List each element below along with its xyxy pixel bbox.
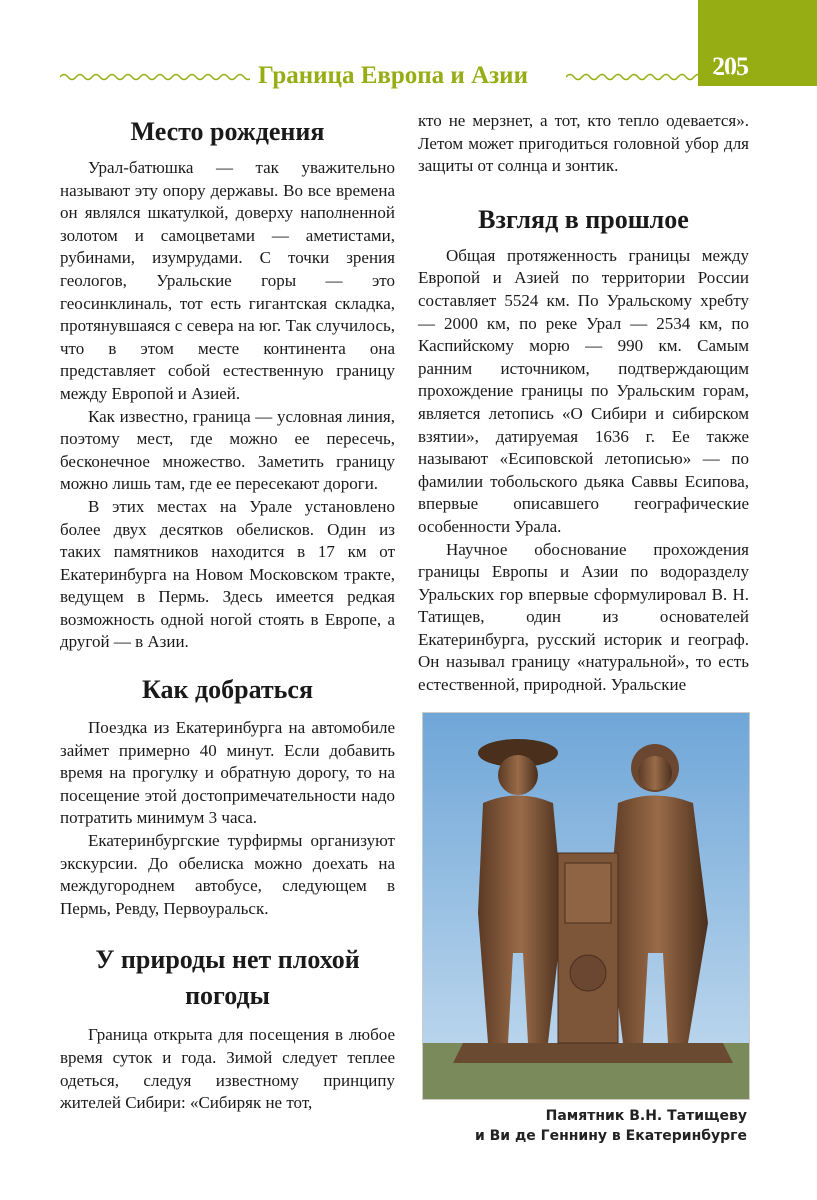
monument-photo: [422, 712, 750, 1100]
paragraph: Урал-батюшка — так уважительно называют эту опору державы. Во все времена он являлся шкатулкой, доверху наполненной золотом и самоцветами — аметистами, рубинами, изумрудами. С точки зрения геологов, Уральские горы — это геосинклиналь, тот есть гигантская складка, протянувшаяся с севера на юг. Так случилось, что в этом месте континента она представляет собой естественную границу между Европой и Азией.: [60, 158, 395, 403]
paragraph: Граница открыта для посещения в любое время суток и года. Зимой следует теплее одеться, следуя известному принципу жителей Сибири: «Сибиряк не тот,: [60, 1025, 395, 1113]
paragraph: Общая протяженность границы между Европой и Азией по территории России составляет 5524 км. По Уральскому хребту — 2000 км, по реке Урал — 2534 км, по Каспийскому морю — 990 км. Самым ранним источником, подтверждающим прохождение границы по Уральским горам, является летопись «О Сибири и сибирском взятии», датируемая 1636 г. Ее также называют «Есиповской летописью» — по фамилии тобольского дьяка Саввы Есипова, впервые описавшего географические особенности Урала.: [418, 245, 749, 536]
paragraph: В этих местах на Урале установлено более двух десятков обелисков. Один из таких памятников находится в 17 км от Екатеринбурга на Новом Московском тракте, ведущем в Пермь. Здесь имеется редкая возможность одной ногой стоять в Европе, а другой — в Азии.: [60, 496, 395, 652]
photo-caption: [475, 1106, 747, 1146]
paragraph: Научное обоснование прохождения границы Европы и Азии по водоразделу Уральских гор впервые сформулировал В. Н. Татищев, один из основателей Екатеринбурга, русский историк и географ. Он называл границу «натуральной», то есть естественной, природной. Уральские: [418, 539, 749, 695]
paragraph: Как известно, граница — условная линия, поэтому мест, где можно ее пересечь, бесконечное множество. Заметить границу можно лишь там, где ее пересекают дороги.: [60, 406, 395, 494]
page-number: 205: [712, 52, 748, 81]
heading-birthplace: Место рождения: [130, 117, 325, 146]
heading-how-to-get: Как добраться: [141, 675, 314, 705]
left-column: [60, 110, 395, 1115]
caption-line: Памятник В.Н. Татищеву: [545, 1108, 747, 1124]
paragraph: кто не мерзнет, а тот, кто тепло одевается». Летом может пригодиться головной убор для защиты от солнца и зонтик.: [418, 111, 749, 176]
right-column: [418, 110, 749, 697]
running-title: Граница Европа и Азии: [258, 62, 528, 89]
decorative-wave-left: [60, 70, 250, 84]
decorative-wave-right: [566, 70, 817, 84]
paragraph: Екатеринбургские турфирмы организуют экскурсии. До обелиска можно доехать на междугороднем автобусе, следующем в Пермь, Ревду, Первоуральск.: [60, 831, 395, 918]
heading-look-back: Взгляд в прошлое: [478, 204, 689, 234]
caption-line: и Ви де Геннину в Екатеринбурге: [474, 1128, 747, 1144]
paragraph: Поездка из Екатеринбурга на автомобиле займет примерно 40 минут. Если добавить время на прогулку и обратную дорогу, то на посещение этой достопримечательности надо потратить минимум 3 часа.: [60, 718, 395, 828]
heading-weather: У природы нет плохой погоды: [95, 945, 360, 1011]
